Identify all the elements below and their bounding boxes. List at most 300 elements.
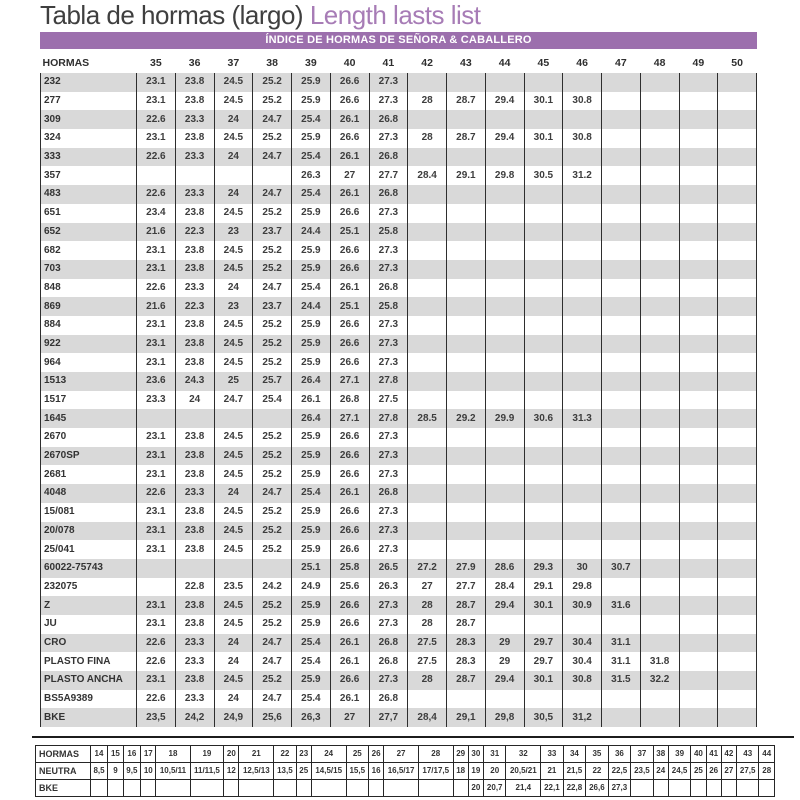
value-cell — [679, 540, 718, 559]
value-cell — [640, 73, 679, 92]
value-cell: 22.6 — [137, 279, 176, 298]
value-cell: 25.1 — [330, 223, 369, 242]
value-cell — [485, 73, 524, 92]
bottom-cell: 24 — [653, 763, 668, 780]
bottom-cell: 23,5 — [631, 763, 654, 780]
value-cell: 25.1 — [330, 297, 369, 316]
bottom-cell — [384, 780, 419, 797]
value-cell — [602, 335, 641, 354]
value-cell: 23.1 — [137, 73, 176, 92]
value-cell — [485, 503, 524, 522]
value-cell: 25 — [214, 372, 253, 391]
value-cell — [640, 316, 679, 335]
bottom-cell: 22,1 — [541, 780, 564, 797]
value-cell: 26.4 — [292, 372, 331, 391]
value-cell: 25.2 — [253, 316, 292, 335]
value-cell: 27.3 — [369, 316, 408, 335]
value-cell — [408, 540, 447, 559]
value-cell — [602, 110, 641, 129]
bottom-cell: 30 — [468, 746, 483, 763]
value-cell: 28 — [408, 615, 447, 634]
value-cell: 27.3 — [369, 615, 408, 634]
value-cell — [718, 465, 757, 484]
value-cell: 22.3 — [175, 223, 214, 242]
value-cell — [408, 260, 447, 279]
value-cell: 25.9 — [292, 540, 331, 559]
value-cell: 23.1 — [137, 241, 176, 260]
value-cell — [602, 204, 641, 223]
value-cell: 24,2 — [175, 708, 214, 727]
value-cell: 25.4 — [292, 148, 331, 167]
value-cell — [214, 166, 253, 185]
value-cell: 27.5 — [408, 634, 447, 653]
size-header: 47 — [602, 49, 641, 73]
value-cell — [640, 223, 679, 242]
value-cell: 30.1 — [524, 92, 563, 111]
value-cell — [524, 73, 563, 92]
value-cell: 22.8 — [175, 578, 214, 597]
value-cell: 24.5 — [214, 353, 253, 372]
value-cell — [524, 540, 563, 559]
bottom-cell: 12,5/13 — [239, 763, 274, 780]
value-cell — [640, 596, 679, 615]
value-cell: 23.1 — [137, 503, 176, 522]
value-cell: 24.5 — [214, 671, 253, 690]
value-cell: 23.1 — [137, 540, 176, 559]
bottom-cell: 19 — [190, 746, 224, 763]
bottom-cell — [239, 780, 274, 797]
value-cell — [563, 316, 602, 335]
bottom-cell — [224, 780, 239, 797]
value-cell — [524, 185, 563, 204]
value-cell: 23.8 — [175, 522, 214, 541]
bottom-cell: 32 — [506, 746, 541, 763]
row-label: PLASTO FINA — [41, 652, 137, 671]
value-cell: 24.5 — [214, 503, 253, 522]
value-cell: 23.8 — [175, 129, 214, 148]
value-cell: 25,6 — [253, 708, 292, 727]
value-cell: 29.9 — [485, 409, 524, 428]
value-cell — [602, 503, 641, 522]
value-cell — [718, 335, 757, 354]
value-cell: 23.3 — [175, 279, 214, 298]
value-cell — [718, 148, 757, 167]
value-cell: 25.9 — [292, 447, 331, 466]
value-cell: 24.7 — [214, 391, 253, 410]
value-cell — [563, 353, 602, 372]
value-cell — [679, 522, 718, 541]
value-cell: 25.2 — [253, 129, 292, 148]
table-row — [41, 129, 757, 148]
table-row — [41, 671, 757, 690]
row-label: 869 — [41, 297, 137, 316]
value-cell: 26.6 — [330, 503, 369, 522]
value-cell: 22.6 — [137, 185, 176, 204]
bottom-cell — [156, 780, 190, 797]
value-cell: 26.6 — [330, 615, 369, 634]
value-cell: 25.9 — [292, 204, 331, 223]
value-cell: 22.6 — [137, 148, 176, 167]
row-label: 2681 — [41, 465, 137, 484]
value-cell: 30.8 — [563, 92, 602, 111]
value-cell — [640, 447, 679, 466]
value-cell — [602, 708, 641, 727]
table-row — [41, 241, 757, 260]
value-cell — [718, 409, 757, 428]
value-cell — [679, 185, 718, 204]
value-cell: 25.9 — [292, 522, 331, 541]
value-cell: 27.3 — [369, 540, 408, 559]
row-label: 324 — [41, 129, 137, 148]
value-cell: 29 — [485, 634, 524, 653]
value-cell — [524, 503, 563, 522]
value-cell: 24 — [214, 185, 253, 204]
value-cell — [214, 409, 253, 428]
value-cell — [447, 503, 486, 522]
value-cell: 25.9 — [292, 92, 331, 111]
bottom-cell: 20 — [483, 763, 506, 780]
value-cell — [679, 279, 718, 298]
bottom-cell: 20 — [224, 746, 239, 763]
value-cell: 24,9 — [214, 708, 253, 727]
title-main: Tabla de hormas (largo) — [40, 0, 310, 30]
value-cell: 27.3 — [369, 92, 408, 111]
value-cell: 31.5 — [602, 671, 641, 690]
bottom-cell: 21,4 — [506, 780, 541, 797]
value-cell — [679, 652, 718, 671]
value-cell: 24.7 — [253, 484, 292, 503]
value-cell: 23.1 — [137, 671, 176, 690]
value-cell — [563, 148, 602, 167]
value-cell — [718, 110, 757, 129]
value-cell — [640, 428, 679, 447]
size-header: 48 — [640, 49, 679, 73]
value-cell — [679, 110, 718, 129]
value-cell — [640, 148, 679, 167]
row-label: 232075 — [41, 578, 137, 597]
value-cell — [718, 447, 757, 466]
bottom-cell — [123, 780, 141, 797]
value-cell — [718, 223, 757, 242]
value-cell — [447, 73, 486, 92]
value-cell: 24 — [214, 634, 253, 653]
value-cell — [679, 92, 718, 111]
value-cell — [718, 391, 757, 410]
value-cell: 29 — [485, 652, 524, 671]
value-cell — [447, 391, 486, 410]
bottom-cell: 20,5/21 — [506, 763, 541, 780]
bottom-cell: 19 — [468, 763, 483, 780]
table-row — [41, 166, 757, 185]
value-cell — [640, 241, 679, 260]
value-cell — [602, 185, 641, 204]
value-cell: 23.1 — [137, 465, 176, 484]
value-cell: 23.8 — [175, 204, 214, 223]
value-cell: 27.7 — [447, 578, 486, 597]
value-cell: 30.9 — [563, 596, 602, 615]
bottom-table-row — [36, 746, 775, 763]
value-cell — [602, 353, 641, 372]
value-cell: 25.2 — [253, 540, 292, 559]
value-cell — [602, 484, 641, 503]
value-cell: 24.9 — [292, 578, 331, 597]
value-cell: 24.5 — [214, 204, 253, 223]
value-cell: 31.8 — [640, 652, 679, 671]
row-label: 20/078 — [41, 522, 137, 541]
value-cell: 26.1 — [330, 652, 369, 671]
value-cell: 23.8 — [175, 353, 214, 372]
value-cell — [640, 391, 679, 410]
value-cell — [408, 335, 447, 354]
value-cell — [408, 522, 447, 541]
value-cell — [485, 391, 524, 410]
bottom-cell — [274, 780, 297, 797]
value-cell — [524, 241, 563, 260]
value-cell: 24.5 — [214, 596, 253, 615]
bottom-row-label: HORMAS — [36, 746, 91, 763]
banner-text: ÍNDICE DE HORMAS DE SEÑORA & CABALLERO — [265, 34, 532, 46]
value-cell — [563, 297, 602, 316]
value-cell: 31.1 — [602, 652, 641, 671]
value-cell: 24.7 — [253, 634, 292, 653]
value-cell — [408, 223, 447, 242]
value-cell: 23.1 — [137, 260, 176, 279]
value-cell — [679, 391, 718, 410]
bottom-cell — [369, 780, 384, 797]
value-cell: 23.3 — [175, 110, 214, 129]
value-cell: 24.7 — [253, 148, 292, 167]
value-cell: 25.2 — [253, 522, 292, 541]
value-cell — [602, 522, 641, 541]
value-cell: 26.5 — [369, 559, 408, 578]
value-cell: 25.2 — [253, 353, 292, 372]
value-cell — [679, 559, 718, 578]
value-cell: 25.4 — [292, 652, 331, 671]
value-cell: 25.4 — [292, 279, 331, 298]
row-label: 333 — [41, 148, 137, 167]
row-label: 25/041 — [41, 540, 137, 559]
value-cell: 25.9 — [292, 335, 331, 354]
value-cell: 26.6 — [330, 241, 369, 260]
value-cell: 26.8 — [369, 652, 408, 671]
value-cell — [408, 148, 447, 167]
table-row — [41, 540, 757, 559]
row-label: 277 — [41, 92, 137, 111]
value-cell — [524, 447, 563, 466]
value-cell — [524, 428, 563, 447]
value-cell: 24.7 — [253, 185, 292, 204]
value-cell: 23.3 — [175, 148, 214, 167]
value-cell — [408, 372, 447, 391]
value-cell: 28.4 — [485, 578, 524, 597]
value-cell: 25.8 — [369, 297, 408, 316]
value-cell — [640, 690, 679, 709]
bottom-cell: 26 — [706, 763, 721, 780]
value-cell — [640, 559, 679, 578]
row-label: 15/081 — [41, 503, 137, 522]
value-cell: 24.7 — [253, 279, 292, 298]
table-row — [41, 73, 757, 92]
value-cell — [640, 110, 679, 129]
value-cell — [640, 522, 679, 541]
value-cell — [485, 522, 524, 541]
value-cell — [447, 335, 486, 354]
row-label: CRO — [41, 634, 137, 653]
value-cell — [679, 297, 718, 316]
value-cell — [175, 409, 214, 428]
row-label: JU — [41, 615, 137, 634]
value-cell: 26.8 — [369, 185, 408, 204]
value-cell: 26.6 — [330, 671, 369, 690]
value-cell — [524, 522, 563, 541]
bottom-cell: 29 — [453, 746, 468, 763]
row-label: 2670 — [41, 428, 137, 447]
table-row — [41, 447, 757, 466]
value-cell — [679, 671, 718, 690]
value-cell: 23.8 — [175, 335, 214, 354]
value-cell: 26.6 — [330, 428, 369, 447]
value-cell: 27.3 — [369, 447, 408, 466]
value-cell — [640, 708, 679, 727]
value-cell — [718, 204, 757, 223]
value-cell — [485, 316, 524, 335]
value-cell — [640, 185, 679, 204]
value-cell: 24.5 — [214, 615, 253, 634]
bottom-cell: 22,8 — [563, 780, 586, 797]
value-cell: 25.4 — [292, 690, 331, 709]
value-cell: 31.6 — [602, 596, 641, 615]
value-cell — [485, 241, 524, 260]
value-cell — [602, 129, 641, 148]
value-cell — [253, 409, 292, 428]
row-label: 1517 — [41, 391, 137, 410]
value-cell — [563, 372, 602, 391]
value-cell: 22.6 — [137, 634, 176, 653]
value-cell: 27.7 — [369, 166, 408, 185]
value-cell — [602, 297, 641, 316]
value-cell: 31.1 — [602, 634, 641, 653]
value-cell: 25.9 — [292, 615, 331, 634]
size-header: 46 — [563, 49, 602, 73]
value-cell: 23.3 — [137, 391, 176, 410]
value-cell — [447, 204, 486, 223]
value-cell: 27 — [330, 708, 369, 727]
value-cell: 27.3 — [369, 503, 408, 522]
bottom-cell: 21,5 — [563, 763, 586, 780]
value-cell: 25.2 — [253, 596, 292, 615]
value-cell — [485, 148, 524, 167]
row-label: 922 — [41, 335, 137, 354]
value-cell — [485, 690, 524, 709]
value-cell: 24 — [214, 279, 253, 298]
row-label: Z — [41, 596, 137, 615]
value-cell — [679, 634, 718, 653]
value-cell: 24.7 — [253, 690, 292, 709]
size-header: 43 — [447, 49, 486, 73]
value-cell: 30.1 — [524, 596, 563, 615]
value-cell — [485, 353, 524, 372]
value-cell: 32.2 — [640, 671, 679, 690]
value-cell — [447, 465, 486, 484]
value-cell: 23.8 — [175, 503, 214, 522]
bottom-cell: 25 — [296, 763, 311, 780]
value-cell — [718, 166, 757, 185]
value-cell — [175, 166, 214, 185]
value-cell — [718, 708, 757, 727]
value-cell — [602, 447, 641, 466]
value-cell: 22.3 — [175, 297, 214, 316]
value-cell: 25.9 — [292, 503, 331, 522]
value-cell — [563, 241, 602, 260]
value-cell: 24 — [214, 148, 253, 167]
value-cell — [447, 540, 486, 559]
value-cell — [563, 391, 602, 410]
value-cell — [137, 409, 176, 428]
row-label: 682 — [41, 241, 137, 260]
value-cell — [408, 73, 447, 92]
table-row — [41, 335, 757, 354]
table-row — [41, 615, 757, 634]
value-cell: 23.8 — [175, 671, 214, 690]
value-cell: 27 — [330, 166, 369, 185]
value-cell — [602, 372, 641, 391]
value-cell: 25.4 — [253, 391, 292, 410]
value-cell: 31,2 — [563, 708, 602, 727]
value-cell — [640, 353, 679, 372]
value-cell — [563, 279, 602, 298]
value-cell — [485, 447, 524, 466]
value-cell — [408, 503, 447, 522]
value-cell: 23.5 — [214, 578, 253, 597]
value-cell: 28.7 — [447, 92, 486, 111]
value-cell — [640, 503, 679, 522]
value-cell — [447, 223, 486, 242]
row-label: 232 — [41, 73, 137, 92]
value-cell: 28.3 — [447, 652, 486, 671]
value-cell — [679, 335, 718, 354]
value-cell: 24.5 — [214, 428, 253, 447]
value-cell — [447, 484, 486, 503]
size-header: 42 — [408, 49, 447, 73]
value-cell: 23.8 — [175, 316, 214, 335]
value-cell: 29.4 — [485, 92, 524, 111]
value-cell: 29.8 — [485, 166, 524, 185]
value-cell: 27.2 — [408, 559, 447, 578]
value-cell — [524, 465, 563, 484]
value-cell — [679, 503, 718, 522]
value-cell: 25.4 — [292, 634, 331, 653]
value-cell: 23.8 — [175, 540, 214, 559]
value-cell: 29.8 — [563, 578, 602, 597]
value-cell: 26.8 — [330, 391, 369, 410]
value-cell — [214, 559, 253, 578]
value-cell — [485, 223, 524, 242]
value-cell — [137, 166, 176, 185]
value-cell: 26.1 — [330, 148, 369, 167]
value-cell: 26.6 — [330, 73, 369, 92]
row-label: 848 — [41, 279, 137, 298]
value-cell: 25.2 — [253, 671, 292, 690]
table-row — [41, 652, 757, 671]
value-cell — [679, 708, 718, 727]
value-cell: 23.1 — [137, 92, 176, 111]
bottom-table-row — [36, 780, 775, 797]
value-cell: 23.6 — [137, 372, 176, 391]
value-cell: 23.4 — [137, 204, 176, 223]
bottom-cell: 43 — [736, 746, 759, 763]
value-cell — [679, 166, 718, 185]
bottom-cell: 21 — [541, 763, 564, 780]
